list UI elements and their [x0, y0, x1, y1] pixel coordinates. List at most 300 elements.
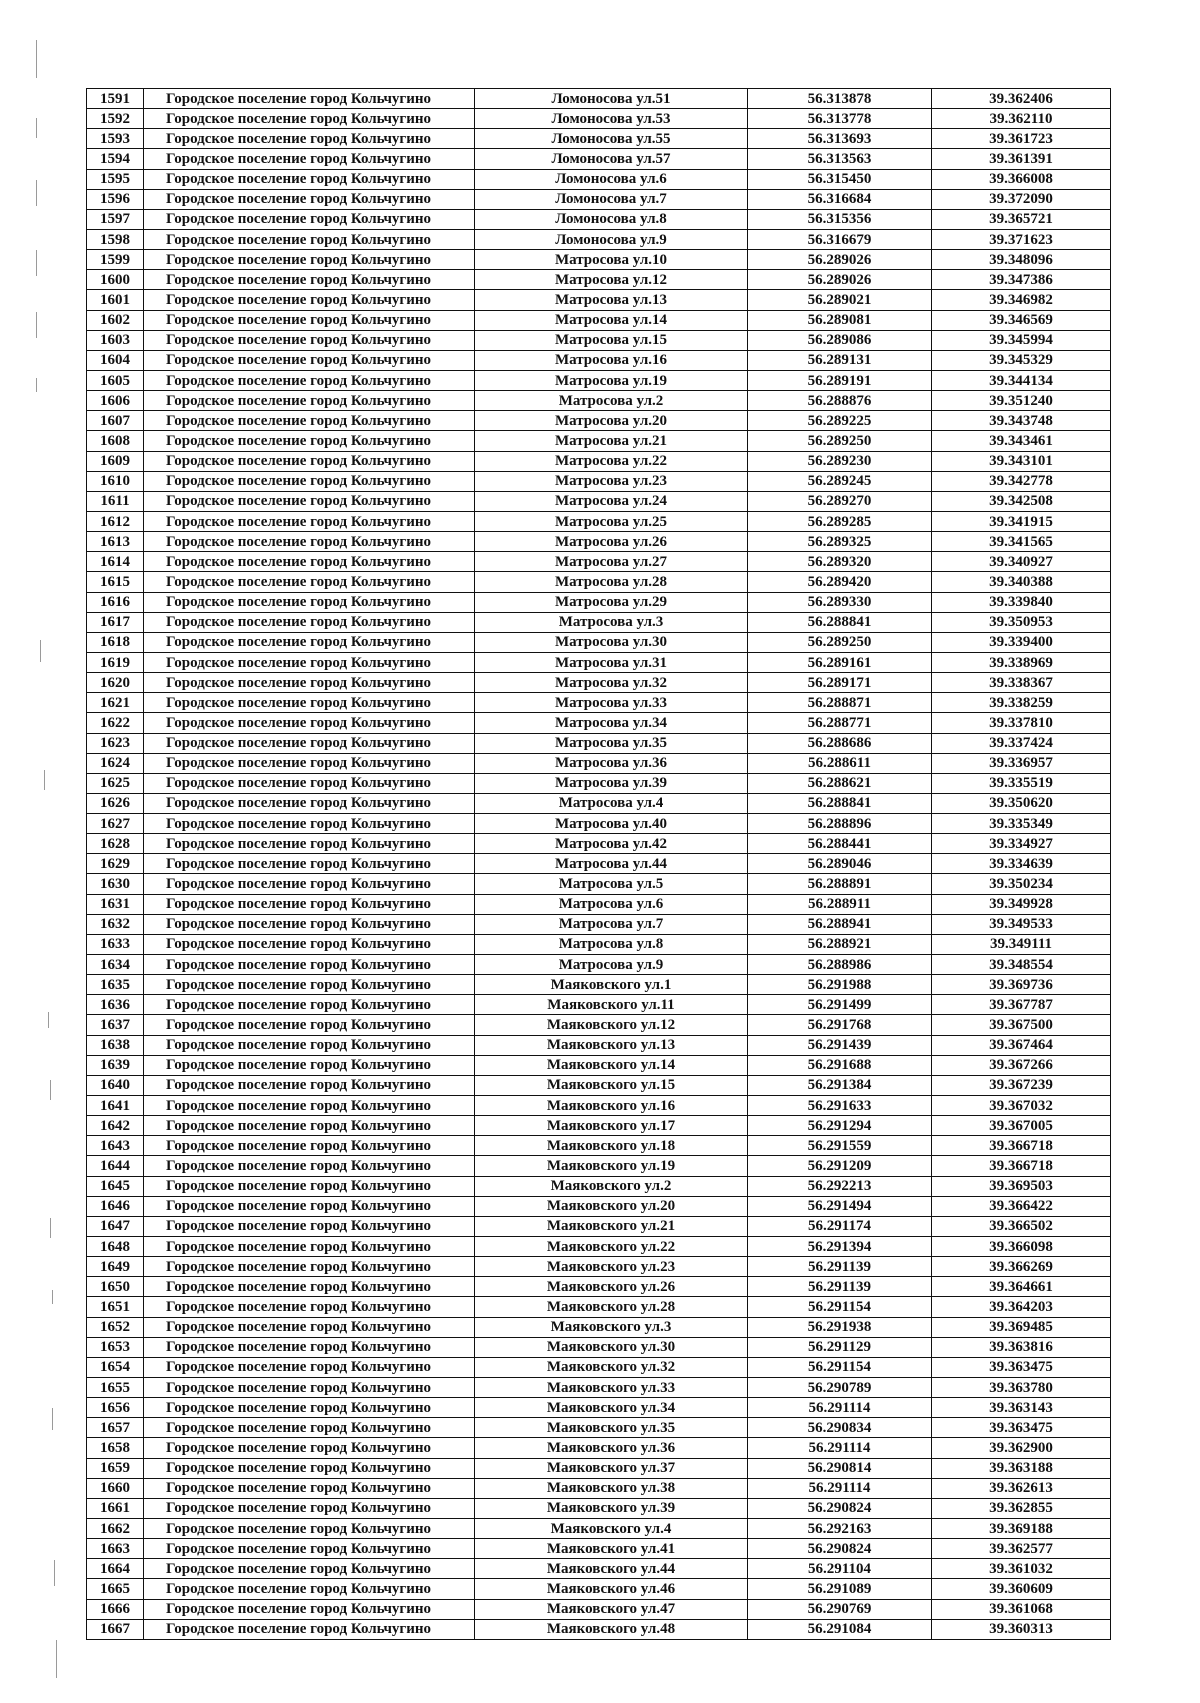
- settlement-cell: Городское поселение город Кольчугино: [144, 431, 475, 451]
- settlement-cell: Городское поселение город Кольчугино: [144, 773, 475, 793]
- row-number-cell: 1606: [87, 391, 144, 411]
- address-cell: Маяковского ул.28: [475, 1297, 748, 1317]
- address-cell: Матросова ул.21: [475, 431, 748, 451]
- latitude-cell: 56.288941: [748, 914, 932, 934]
- row-number-cell: 1635: [87, 975, 144, 995]
- row-number-cell: 1644: [87, 1156, 144, 1176]
- address-cell: Маяковского ул.1: [475, 975, 748, 995]
- latitude-cell: 56.291768: [748, 1015, 932, 1035]
- latitude-cell: 56.289270: [748, 491, 932, 511]
- address-cell: Матросова ул.27: [475, 552, 748, 572]
- latitude-cell: 56.289131: [748, 350, 932, 370]
- address-cell: Маяковского ул.19: [475, 1156, 748, 1176]
- table-row: [87, 753, 1111, 773]
- table-row: [87, 411, 1111, 431]
- table-row: [87, 1357, 1111, 1377]
- settlement-cell: Городское поселение город Кольчугино: [144, 330, 475, 350]
- latitude-cell: 56.291114: [748, 1478, 932, 1498]
- latitude-cell: 56.291499: [748, 995, 932, 1015]
- row-number-cell: 1621: [87, 693, 144, 713]
- row-number-cell: 1659: [87, 1458, 144, 1478]
- latitude-cell: 56.291384: [748, 1075, 932, 1095]
- settlement-cell: Городское поселение город Кольчугино: [144, 129, 475, 149]
- settlement-cell: Городское поселение город Кольчугино: [144, 955, 475, 975]
- row-number-cell: 1597: [87, 209, 144, 229]
- longitude-cell: 39.361068: [932, 1599, 1111, 1619]
- longitude-cell: 39.346982: [932, 290, 1111, 310]
- address-cell: Маяковского ул.41: [475, 1539, 748, 1559]
- address-cell: Матросова ул.24: [475, 491, 748, 511]
- latitude-cell: 56.291154: [748, 1357, 932, 1377]
- address-cell: Матросова ул.23: [475, 471, 748, 491]
- latitude-cell: 56.291129: [748, 1337, 932, 1357]
- address-cell: Матросова ул.25: [475, 511, 748, 531]
- settlement-cell: Городское поселение город Кольчугино: [144, 934, 475, 954]
- address-cell: Матросова ул.6: [475, 894, 748, 914]
- table-row: [87, 1559, 1111, 1579]
- row-number-cell: 1654: [87, 1357, 144, 1377]
- latitude-cell: 56.313878: [748, 89, 932, 109]
- latitude-cell: 56.288771: [748, 713, 932, 733]
- longitude-cell: 39.367239: [932, 1075, 1111, 1095]
- table-row: [87, 1257, 1111, 1277]
- settlement-cell: Городское поселение город Кольчугино: [144, 1498, 475, 1518]
- address-cell: Матросова ул.29: [475, 592, 748, 612]
- address-cell: Матросова ул.20: [475, 411, 748, 431]
- table-row: [87, 229, 1111, 249]
- address-cell: Маяковского ул.3: [475, 1317, 748, 1337]
- row-number-cell: 1656: [87, 1398, 144, 1418]
- scan-edge-mark: [50, 1218, 51, 1238]
- address-cell: Матросова ул.15: [475, 330, 748, 350]
- address-cell: Ломоносова ул.8: [475, 209, 748, 229]
- longitude-cell: 39.363143: [932, 1398, 1111, 1418]
- latitude-cell: 56.290834: [748, 1418, 932, 1438]
- row-number-cell: 1633: [87, 934, 144, 954]
- longitude-cell: 39.363475: [932, 1357, 1111, 1377]
- table-row: [87, 1237, 1111, 1257]
- longitude-cell: 39.372090: [932, 189, 1111, 209]
- table-row: [87, 552, 1111, 572]
- table-row: [87, 652, 1111, 672]
- longitude-cell: 39.362855: [932, 1498, 1111, 1518]
- latitude-cell: 56.289026: [748, 270, 932, 290]
- settlement-cell: Городское поселение город Кольчугино: [144, 1559, 475, 1579]
- address-cell: Маяковского ул.33: [475, 1378, 748, 1398]
- settlement-cell: Городское поселение город Кольчугино: [144, 370, 475, 390]
- table-row: [87, 1317, 1111, 1337]
- row-number-cell: 1637: [87, 1015, 144, 1035]
- scan-edge-mark: [36, 40, 37, 78]
- table-row: [87, 149, 1111, 169]
- scan-edge-mark: [56, 1640, 57, 1678]
- settlement-cell: Городское поселение город Кольчугино: [144, 1176, 475, 1196]
- settlement-cell: Городское поселение город Кольчугино: [144, 149, 475, 169]
- settlement-cell: Городское поселение город Кольчугино: [144, 189, 475, 209]
- longitude-cell: 39.343101: [932, 451, 1111, 471]
- latitude-cell: 56.290769: [748, 1599, 932, 1619]
- settlement-cell: Городское поселение город Кольчугино: [144, 1579, 475, 1599]
- address-cell: Матросова ул.2: [475, 391, 748, 411]
- address-cell: Маяковского ул.47: [475, 1599, 748, 1619]
- latitude-cell: 56.291139: [748, 1277, 932, 1297]
- address-cell: Маяковского ул.34: [475, 1398, 748, 1418]
- address-cell: Маяковского ул.21: [475, 1216, 748, 1236]
- settlement-cell: Городское поселение город Кольчугино: [144, 109, 475, 129]
- longitude-cell: 39.337424: [932, 733, 1111, 753]
- latitude-cell: 56.291559: [748, 1136, 932, 1156]
- row-number-cell: 1649: [87, 1257, 144, 1277]
- settlement-cell: Городское поселение город Кольчугино: [144, 814, 475, 834]
- settlement-cell: Городское поселение город Кольчугино: [144, 350, 475, 370]
- longitude-cell: 39.367500: [932, 1015, 1111, 1035]
- longitude-cell: 39.350953: [932, 612, 1111, 632]
- row-number-cell: 1609: [87, 451, 144, 471]
- address-cell: Матросова ул.19: [475, 370, 748, 390]
- longitude-cell: 39.363188: [932, 1458, 1111, 1478]
- address-cell: Маяковского ул.30: [475, 1337, 748, 1357]
- table-row: [87, 934, 1111, 954]
- latitude-cell: 56.289250: [748, 431, 932, 451]
- longitude-cell: 39.338259: [932, 693, 1111, 713]
- table-row: [87, 1539, 1111, 1559]
- address-cell: Ломоносова ул.6: [475, 169, 748, 189]
- row-number-cell: 1611: [87, 491, 144, 511]
- longitude-cell: 39.369736: [932, 975, 1111, 995]
- longitude-cell: 39.350234: [932, 874, 1111, 894]
- row-number-cell: 1600: [87, 270, 144, 290]
- settlement-cell: Городское поселение город Кольчугино: [144, 652, 475, 672]
- row-number-cell: 1615: [87, 572, 144, 592]
- latitude-cell: 56.291084: [748, 1619, 932, 1639]
- settlement-cell: Городское поселение город Кольчугино: [144, 1277, 475, 1297]
- longitude-cell: 39.367266: [932, 1055, 1111, 1075]
- longitude-cell: 39.343461: [932, 431, 1111, 451]
- longitude-cell: 39.363475: [932, 1418, 1111, 1438]
- longitude-cell: 39.361391: [932, 149, 1111, 169]
- longitude-cell: 39.335349: [932, 814, 1111, 834]
- address-cell: Маяковского ул.22: [475, 1237, 748, 1257]
- row-number-cell: 1620: [87, 673, 144, 693]
- settlement-cell: Городское поселение город Кольчугино: [144, 1357, 475, 1377]
- settlement-cell: Городское поселение город Кольчугино: [144, 632, 475, 652]
- longitude-cell: 39.338969: [932, 652, 1111, 672]
- address-cell: Маяковского ул.16: [475, 1096, 748, 1116]
- longitude-cell: 39.346569: [932, 310, 1111, 330]
- latitude-cell: 56.313693: [748, 129, 932, 149]
- scan-edge-mark: [48, 1012, 49, 1028]
- row-number-cell: 1657: [87, 1418, 144, 1438]
- address-cell: Маяковского ул.18: [475, 1136, 748, 1156]
- row-number-cell: 1652: [87, 1317, 144, 1337]
- row-number-cell: 1627: [87, 814, 144, 834]
- table-row: [87, 471, 1111, 491]
- longitude-cell: 39.366718: [932, 1156, 1111, 1176]
- address-cell: Матросова ул.13: [475, 290, 748, 310]
- longitude-cell: 39.369188: [932, 1518, 1111, 1538]
- longitude-cell: 39.362613: [932, 1478, 1111, 1498]
- latitude-cell: 56.288911: [748, 894, 932, 914]
- row-number-cell: 1661: [87, 1498, 144, 1518]
- latitude-cell: 56.289420: [748, 572, 932, 592]
- latitude-cell: 56.290824: [748, 1498, 932, 1518]
- address-cell: Маяковского ул.17: [475, 1116, 748, 1136]
- row-number-cell: 1598: [87, 229, 144, 249]
- settlement-cell: Городское поселение город Кольчугино: [144, 753, 475, 773]
- longitude-cell: 39.336957: [932, 753, 1111, 773]
- table-row: [87, 189, 1111, 209]
- latitude-cell: 56.316679: [748, 229, 932, 249]
- settlement-cell: Городское поселение город Кольчугино: [144, 1539, 475, 1559]
- row-number-cell: 1660: [87, 1478, 144, 1498]
- address-cell: Матросова ул.35: [475, 733, 748, 753]
- latitude-cell: 56.289161: [748, 652, 932, 672]
- settlement-cell: Городское поселение город Кольчугино: [144, 229, 475, 249]
- latitude-cell: 56.291104: [748, 1559, 932, 1579]
- table-row: [87, 1015, 1111, 1035]
- longitude-cell: 39.364203: [932, 1297, 1111, 1317]
- settlement-cell: Городское поселение город Кольчугино: [144, 1096, 475, 1116]
- longitude-cell: 39.366008: [932, 169, 1111, 189]
- address-cell: Маяковского ул.4: [475, 1518, 748, 1538]
- settlement-cell: Городское поселение город Кольчугино: [144, 995, 475, 1015]
- longitude-cell: 39.362406: [932, 89, 1111, 109]
- latitude-cell: 56.291114: [748, 1438, 932, 1458]
- settlement-cell: Городское поселение город Кольчугино: [144, 290, 475, 310]
- longitude-cell: 39.345329: [932, 350, 1111, 370]
- table-row: [87, 1096, 1111, 1116]
- latitude-cell: 56.289191: [748, 370, 932, 390]
- address-cell: Маяковского ул.38: [475, 1478, 748, 1498]
- longitude-cell: 39.366269: [932, 1257, 1111, 1277]
- row-number-cell: 1650: [87, 1277, 144, 1297]
- table-row: [87, 1438, 1111, 1458]
- settlement-cell: Городское поселение город Кольчугино: [144, 552, 475, 572]
- settlement-cell: Городское поселение город Кольчугино: [144, 1317, 475, 1337]
- settlement-cell: Городское поселение город Кольчугино: [144, 592, 475, 612]
- longitude-cell: 39.362577: [932, 1539, 1111, 1559]
- settlement-cell: Городское поселение город Кольчугино: [144, 1015, 475, 1035]
- row-number-cell: 1596: [87, 189, 144, 209]
- settlement-cell: Городское поселение город Кольчугино: [144, 1599, 475, 1619]
- longitude-cell: 39.342778: [932, 471, 1111, 491]
- latitude-cell: 56.289225: [748, 411, 932, 431]
- address-cell: Матросова ул.16: [475, 350, 748, 370]
- table-row: [87, 1075, 1111, 1095]
- address-cell: Маяковского ул.35: [475, 1418, 748, 1438]
- row-number-cell: 1618: [87, 632, 144, 652]
- latitude-cell: 56.289245: [748, 471, 932, 491]
- latitude-cell: 56.315356: [748, 209, 932, 229]
- settlement-cell: Городское поселение город Кольчугино: [144, 1156, 475, 1176]
- settlement-cell: Городское поселение город Кольчугино: [144, 834, 475, 854]
- table-row: [87, 1458, 1111, 1478]
- row-number-cell: 1617: [87, 612, 144, 632]
- row-number-cell: 1655: [87, 1378, 144, 1398]
- latitude-cell: 56.288921: [748, 934, 932, 954]
- longitude-cell: 39.335519: [932, 773, 1111, 793]
- row-number-cell: 1667: [87, 1619, 144, 1639]
- latitude-cell: 56.288621: [748, 773, 932, 793]
- address-coordinates-table-wrap: [86, 88, 1110, 1640]
- address-cell: Матросова ул.4: [475, 793, 748, 813]
- address-cell: Матросова ул.9: [475, 955, 748, 975]
- table-row: [87, 854, 1111, 874]
- row-number-cell: 1629: [87, 854, 144, 874]
- settlement-cell: Городское поселение город Кольчугино: [144, 1438, 475, 1458]
- row-number-cell: 1658: [87, 1438, 144, 1458]
- address-cell: Маяковского ул.48: [475, 1619, 748, 1639]
- settlement-cell: Городское поселение город Кольчугино: [144, 310, 475, 330]
- longitude-cell: 39.367005: [932, 1116, 1111, 1136]
- scan-edge-mark: [54, 1560, 55, 1586]
- settlement-cell: Городское поселение город Кольчугино: [144, 1196, 475, 1216]
- longitude-cell: 39.363780: [932, 1378, 1111, 1398]
- address-cell: Матросова ул.44: [475, 854, 748, 874]
- table-row: [87, 612, 1111, 632]
- table-row: [87, 209, 1111, 229]
- latitude-cell: 56.313778: [748, 109, 932, 129]
- row-number-cell: 1639: [87, 1055, 144, 1075]
- settlement-cell: Городское поселение город Кольчугино: [144, 1458, 475, 1478]
- longitude-cell: 39.366718: [932, 1136, 1111, 1156]
- scan-edge-mark: [52, 1290, 53, 1304]
- table-row: [87, 592, 1111, 612]
- address-cell: Ломоносова ул.53: [475, 109, 748, 129]
- longitude-cell: 39.360313: [932, 1619, 1111, 1639]
- table-row: [87, 632, 1111, 652]
- latitude-cell: 56.291439: [748, 1035, 932, 1055]
- table-row: [87, 874, 1111, 894]
- row-number-cell: 1613: [87, 532, 144, 552]
- settlement-cell: Городское поселение город Кольчугино: [144, 491, 475, 511]
- scan-edge-mark: [36, 378, 37, 392]
- table-row: [87, 1297, 1111, 1317]
- latitude-cell: 56.291394: [748, 1237, 932, 1257]
- table-row: [87, 129, 1111, 149]
- address-cell: Маяковского ул.44: [475, 1559, 748, 1579]
- row-number-cell: 1610: [87, 471, 144, 491]
- table-row: [87, 1035, 1111, 1055]
- settlement-cell: Городское поселение город Кольчугино: [144, 572, 475, 592]
- table-row: [87, 491, 1111, 511]
- row-number-cell: 1601: [87, 290, 144, 310]
- table-body: [87, 89, 1111, 1640]
- row-number-cell: 1645: [87, 1176, 144, 1196]
- address-cell: Матросова ул.7: [475, 914, 748, 934]
- settlement-cell: Городское поселение город Кольчугино: [144, 169, 475, 189]
- address-cell: Матросова ул.26: [475, 532, 748, 552]
- address-cell: Маяковского ул.13: [475, 1035, 748, 1055]
- table-row: [87, 1116, 1111, 1136]
- table-row: [87, 169, 1111, 189]
- address-cell: Маяковского ул.14: [475, 1055, 748, 1075]
- table-row: [87, 894, 1111, 914]
- table-row: [87, 1136, 1111, 1156]
- latitude-cell: 56.291938: [748, 1317, 932, 1337]
- latitude-cell: 56.291688: [748, 1055, 932, 1075]
- latitude-cell: 56.289330: [748, 592, 932, 612]
- row-number-cell: 1648: [87, 1237, 144, 1257]
- table-row: [87, 511, 1111, 531]
- longitude-cell: 39.348096: [932, 250, 1111, 270]
- longitude-cell: 39.339840: [932, 592, 1111, 612]
- address-cell: Матросова ул.5: [475, 874, 748, 894]
- latitude-cell: 56.288611: [748, 753, 932, 773]
- row-number-cell: 1599: [87, 250, 144, 270]
- table-row: [87, 733, 1111, 753]
- row-number-cell: 1636: [87, 995, 144, 1015]
- scan-edge-mark: [36, 312, 37, 338]
- row-number-cell: 1640: [87, 1075, 144, 1095]
- address-cell: Матросова ул.3: [475, 612, 748, 632]
- longitude-cell: 39.369503: [932, 1176, 1111, 1196]
- row-number-cell: 1624: [87, 753, 144, 773]
- table-row: [87, 310, 1111, 330]
- table-row: [87, 955, 1111, 975]
- address-cell: Ломоносова ул.51: [475, 89, 748, 109]
- longitude-cell: 39.337810: [932, 713, 1111, 733]
- table-row: [87, 1478, 1111, 1498]
- table-row: [87, 1599, 1111, 1619]
- row-number-cell: 1607: [87, 411, 144, 431]
- table-row: [87, 1418, 1111, 1438]
- settlement-cell: Городское поселение город Кольчугино: [144, 733, 475, 753]
- settlement-cell: Городское поселение город Кольчугино: [144, 451, 475, 471]
- row-number-cell: 1664: [87, 1559, 144, 1579]
- table-row: [87, 1398, 1111, 1418]
- latitude-cell: 56.289325: [748, 532, 932, 552]
- scan-edge-mark: [36, 250, 37, 276]
- latitude-cell: 56.288896: [748, 814, 932, 834]
- settlement-cell: Городское поселение город Кольчугино: [144, 874, 475, 894]
- longitude-cell: 39.334639: [932, 854, 1111, 874]
- row-number-cell: 1634: [87, 955, 144, 975]
- address-cell: Маяковского ул.20: [475, 1196, 748, 1216]
- address-cell: Маяковского ул.39: [475, 1498, 748, 1518]
- settlement-cell: Городское поселение город Кольчугино: [144, 1378, 475, 1398]
- settlement-cell: Городское поселение город Кольчугино: [144, 1478, 475, 1498]
- settlement-cell: Городское поселение город Кольчугино: [144, 612, 475, 632]
- longitude-cell: 39.334927: [932, 834, 1111, 854]
- row-number-cell: 1595: [87, 169, 144, 189]
- settlement-cell: Городское поселение город Кольчугино: [144, 1116, 475, 1136]
- settlement-cell: Городское поселение город Кольчугино: [144, 471, 475, 491]
- longitude-cell: 39.349928: [932, 894, 1111, 914]
- latitude-cell: 56.289026: [748, 250, 932, 270]
- row-number-cell: 1628: [87, 834, 144, 854]
- table-row: [87, 1277, 1111, 1297]
- longitude-cell: 39.347386: [932, 270, 1111, 290]
- table-row: [87, 693, 1111, 713]
- latitude-cell: 56.288841: [748, 793, 932, 813]
- table-row: [87, 109, 1111, 129]
- row-number-cell: 1608: [87, 431, 144, 451]
- latitude-cell: 56.289081: [748, 310, 932, 330]
- scan-edge-mark: [40, 640, 41, 662]
- longitude-cell: 39.350620: [932, 793, 1111, 813]
- table-row: [87, 1196, 1111, 1216]
- address-cell: Ломоносова ул.9: [475, 229, 748, 249]
- latitude-cell: 56.291174: [748, 1216, 932, 1236]
- table-row: [87, 1498, 1111, 1518]
- longitude-cell: 39.348554: [932, 955, 1111, 975]
- row-number-cell: 1592: [87, 109, 144, 129]
- settlement-cell: Городское поселение город Кольчугино: [144, 511, 475, 531]
- table-row: [87, 572, 1111, 592]
- longitude-cell: 39.369485: [932, 1317, 1111, 1337]
- settlement-cell: Городское поселение город Кольчугино: [144, 391, 475, 411]
